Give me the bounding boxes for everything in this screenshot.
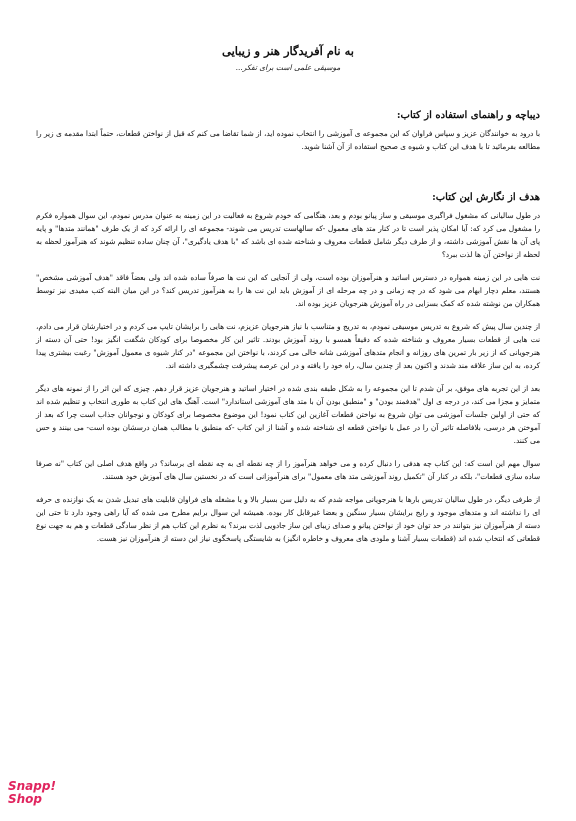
goal-paragraph-6: از طرفی دیگر، در طول سالیان تدریس بارها با هنرجویانی مواجه شدم که به دلیل سن بسیار بالا و یا مشغله های فراوان قابلیت های تبدیل شدن به یک نوازنده ی حرفه ای را نداشته اند و متدهای موجود و رایج برایشان بسیار سنگین و بعضا غیرقابل کار بوده. همیشه این سوال برایم مطرح می شده که آیا راهی وجود دارد تا حتی این دسته از هنرآموزان نیز بتوانند در حد توان خود از نواختن پیانو و صدای زیبای این ساز جادویی لذت ببرند؟ به نظرم این کتاب هم از نظر سادگی قطعات و هم به جهت نوع قطعاتی که انتخاب شده اند (قطعات بسیار آشنا و ملودی های معروف و خاطره انگیز) به شایستگی پاسخگوی نیاز این دسته از هنرآموزان نیز هست.	[36, 495, 540, 543]
goal-paragraph-2: نت هایی در این زمینه همواره در دسترس اساتید و هنرآموزان بوده است، ولی از آنجایی که این نت ها صرفاً ساده شده اند ولی بعضاً فاقد "هدف آموزشی مشخص" هستند، معلم دچار ابهام می شود که در چه زمانی و در چه مرحله ای از آموزش باید این نت ها را به هنرآموز تدریس کند؟ در این میان البته کتب مفیدی نیز توسط همکاران من نوشته شده که کمک بسزایی در راه آموزش هنرجویان عزیز بوده اند.	[36, 273, 540, 308]
intro-heading: دیباچه و راهنمای استفاده از کتاب:	[396, 110, 540, 121]
goal-paragraph-1: در طول سالیانی که مشغول فراگیری موسیقی و ساز پیانو بودم و بعد، هنگامی که خودم شروع به فعالیت در این زمینه به عنوان مدرس نمودم، این سوال همواره فکرم را مشغول می کرد که: آیا امکان پذیر است تا در کنار متد های معمول -که سالهاست تدریس می شوند- مجموعه ای را ارائه کرد که از یک طرف "همانند متدها" و پایه پای آن ها نقش آموزشی داشته، و از طرف دیگر شامل قطعات معروف و شناخته شده ای باشد که "با هدف یادگیری"، آن چنان ساده تنظیم شوند که هنرآموز لحظه به لحظه از نواختن آن ها لذت ببرد؟	[36, 211, 540, 259]
goal-paragraph-3: از چندین سال پیش که شروع به تدریس موسیقی نمودم، به تدریج و متناسب با نیاز هنرجویان عزیزم، نت هایی را برایشان تایپ می کردم و در اختیارشان قرار می دادم، نت هایی از قطعات بسیار معروف و شناخته شده که دقیقاً همسو با روند آموزش بودند. تاثیر این کار مخصوصا برای کودکان شگفت انگیز بود! حتی آن دسته از هنرجویانی که از زیر بار تمرین های روزانه و انجام متدهای آموزشی شانه خالی می کردند، با نواختن این مجموعه "در کنار شیوه ی معمول آموزش" رغبت بیشتری پیدا کرده، به این ساز علاقه مند شدند و اکنون بعد از چندین سال، راه خود را یافته و در این عرصه پیشرفت چشمگیری داشته اند.	[36, 322, 540, 370]
intro-paragraph: با درود به خوانندگان عزیز و سپاس فراوان که این مجموعه ی آموزشی را انتخاب نموده اید، از شما تقاضا می کنم که قبل از نواختن قطعات، حتماً ابتدا مقدمه ی زیر را مطالعه بفرمائید تا با هدف این کتاب و شیوه ی صحیح استفاده از آن آشنا شوید.	[36, 129, 540, 151]
goal-paragraph-5: سوال مهم این است که: این کتاب چه هدفی را دنبال کرده و می خواهد هنرآموز را از چه نقطه ای به چه نقطه ای برساند؟ در واقع هدف اصلی این کتاب "نه صرفا ساده سازی قطعات"، بلکه در کنار آن "تکمیل روند آموزشی متد های معمول" برای هنرآموزانی است که در نخستین سال های آموزش خود هستند.	[36, 459, 540, 481]
intro-section	[36, 110, 540, 163]
logo-line-1: Snapp!	[8, 779, 56, 793]
page-title: به نام آفریدگار هنر و زیبایی	[222, 44, 354, 58]
goal-section	[36, 192, 540, 555]
goal-heading: هدف از نگارش این کتاب:	[432, 192, 540, 203]
logo-line-2: Shop	[8, 792, 43, 806]
page-header	[0, 44, 576, 72]
snapp-shop-logo	[8, 780, 56, 814]
page-subtitle: موسیقی علمی است برای تفکر...	[235, 63, 341, 72]
goal-paragraph-4: بعد از این تجربه های موفق، بر آن شدم تا این مجموعه را به شکل طبقه بندی شده در اختیار اساتید و هنرجویان عزیز قرار دهم. چیزی که این اثر را از نمونه های دیگر متمایز و مجزا می کند، در درجه ی اول "هدفمند بودن" و "منطبق بودن آن با متد های آموزشی استاندارد" است. آهنگ های این کتاب به طوری انتخاب و تنظیم شده اند که حتی از اولین جلسات آموزشی می توان شروع به نواختن قطعات آغازین این کتاب نمود! این موضوع مخصوصا برای کودکان و نوجوانان جذاب است چرا که بعد از آموختن هر درسی، بلافاصله تاثیر آن را در عمل با نواختن قطعه ای شناخته شده و آشنا از این کتاب -که منطبق با مطالب همان درسشان بوده است- می بینند و حس می کنند.	[36, 384, 540, 445]
